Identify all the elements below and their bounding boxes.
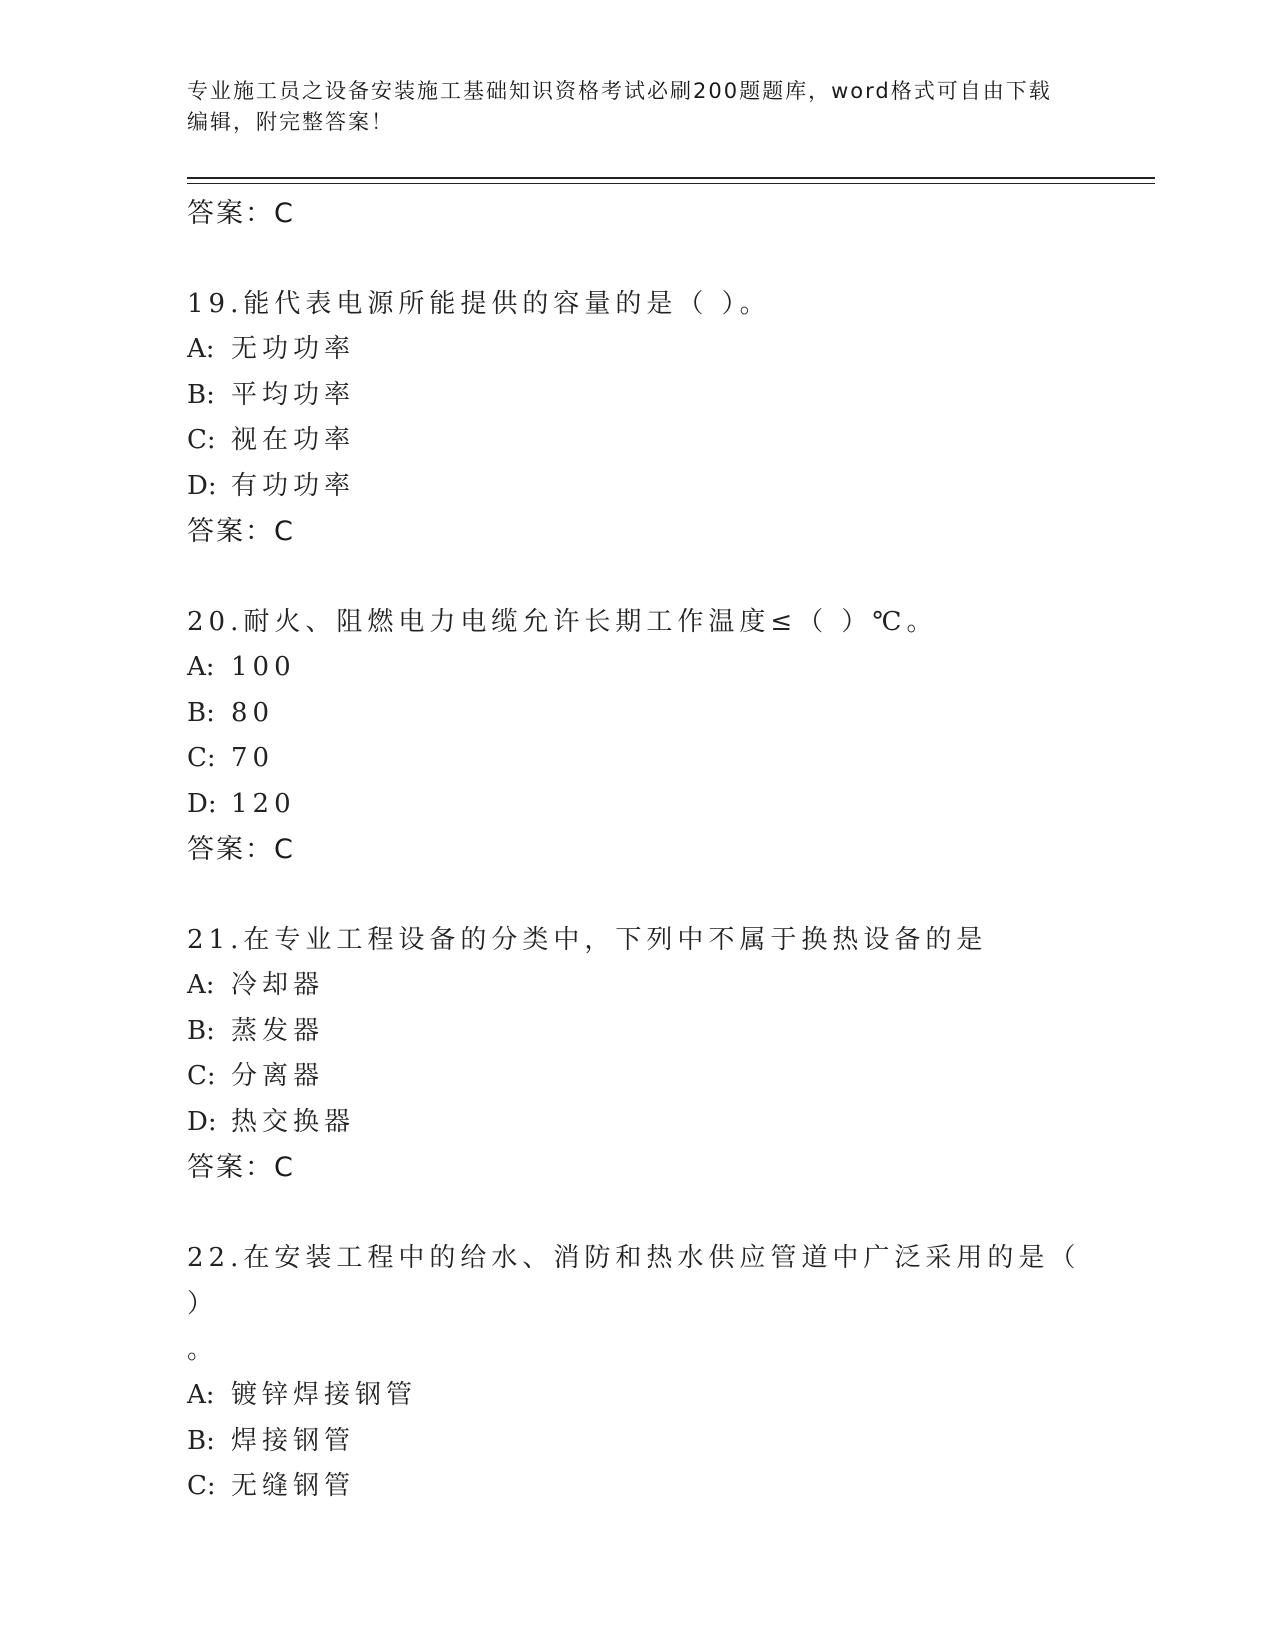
option-item <box>187 1373 1087 1419</box>
option-key: B: <box>187 1015 215 1046</box>
option-text: 有功功率 <box>231 470 356 501</box>
option-text: 120 <box>231 788 296 819</box>
option-key: D: <box>187 1106 217 1137</box>
answer-line: 答案：C <box>187 516 295 547</box>
question-title: 20.耐火、阻燃电力电缆允许长期工作温度≤（ ）℃。 <box>187 607 938 637</box>
document-header: 专业施工员之设备安装施工基础知识资格考试必刷200题题库，word格式可自由下载编辑，附完整答案！ <box>187 79 1052 134</box>
option-text: 70 <box>231 743 275 773</box>
option-item <box>187 782 1087 828</box>
option-key: C: <box>187 425 216 455</box>
question-item <box>187 917 1087 1191</box>
option-text: 无功功率 <box>231 334 356 364</box>
option-text: 镀锌焊接钢管 <box>231 1380 418 1410</box>
question-list <box>187 191 1087 1510</box>
option-item <box>187 963 1087 1009</box>
option-text: 平均功率 <box>231 379 356 410</box>
option-text: 热交换器 <box>231 1106 356 1137</box>
answer-line: 答案：C <box>187 198 295 229</box>
option-item <box>187 373 1087 419</box>
option-key: A: <box>187 970 215 1000</box>
option-key: B: <box>187 379 215 410</box>
option-text: 蒸发器 <box>231 1015 325 1046</box>
option-item <box>187 1419 1087 1465</box>
option-item <box>187 418 1087 464</box>
question-item <box>187 1235 1087 1510</box>
option-text: 100 <box>231 652 296 682</box>
option-key: C: <box>187 743 216 773</box>
option-key: A: <box>187 1380 215 1410</box>
header-divider-thin <box>187 183 1155 184</box>
option-item <box>187 1464 1087 1510</box>
option-item <box>187 691 1087 737</box>
option-key: D: <box>187 470 217 501</box>
option-item <box>187 327 1087 373</box>
option-key: B: <box>187 697 215 728</box>
option-item <box>187 645 1087 691</box>
option-text: 冷却器 <box>231 970 325 1000</box>
option-key: C: <box>187 1471 216 1501</box>
option-item <box>187 1100 1087 1146</box>
question-item <box>187 599 1087 873</box>
option-text: 无缝钢管 <box>231 1471 356 1501</box>
answer-line: 答案：C <box>187 1152 295 1183</box>
answer-line: 答案：C <box>187 834 295 865</box>
option-item <box>187 464 1087 510</box>
option-key: A: <box>187 334 215 364</box>
option-item <box>187 1009 1087 1055</box>
question-item <box>187 281 1087 555</box>
option-key: A: <box>187 652 215 682</box>
question-title: 22.在安装工程中的给水、消防和热水供应管道中广泛采用的是（ ） <box>187 1243 1081 1319</box>
option-key: D: <box>187 788 217 819</box>
question-title: 21.在专业工程设备的分类中，下列中不属于换热设备的是 <box>187 925 988 955</box>
option-text: 焊接钢管 <box>231 1425 356 1456</box>
option-text: 80 <box>231 697 275 728</box>
option-key: B: <box>187 1425 215 1456</box>
header-divider-thick <box>187 177 1155 179</box>
question-title: 19.能代表电源所能提供的容量的是（ ）。 <box>187 289 771 319</box>
option-text: 分离器 <box>231 1061 325 1091</box>
option-item <box>187 736 1087 782</box>
option-text: 视在功率 <box>231 425 356 455</box>
option-item <box>187 1054 1087 1100</box>
question-title-continuation: 。 <box>187 1335 219 1365</box>
option-key: C: <box>187 1061 216 1091</box>
